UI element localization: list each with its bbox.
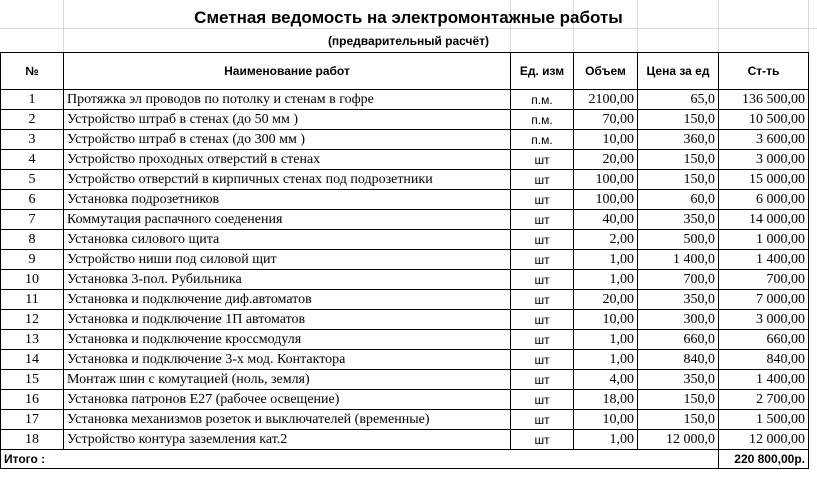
total-blank [64,450,511,469]
unit-price-cell: 65,0 [638,90,719,110]
cost-cell: 136 500,00 [719,90,809,110]
unit-of-measure: шт [511,330,574,350]
row-number: 4 [1,150,64,170]
unit-price-cell: 150,0 [638,110,719,130]
unit-of-measure: п.м. [511,110,574,130]
row-number: 14 [1,350,64,370]
row-number: 9 [1,250,64,270]
header-cost: Ст-ть [719,53,809,90]
row-number: 12 [1,310,64,330]
row-number: 8 [1,230,64,250]
cost-cell: 840,00 [719,350,809,370]
row-number: 13 [1,330,64,350]
unit-of-measure: шт [511,390,574,410]
unit-price-cell: 150,0 [638,170,719,190]
unit-price-cell: 700,0 [638,270,719,290]
table-row [1,330,809,350]
total-sum: 220 800,00р. [719,450,809,469]
work-name: Устройство отверстий в кирпичных стенах под подрозетники [64,170,511,190]
volume-cell: 1,00 [574,350,638,370]
document-subtitle: (предварительный расчёт) [327,34,490,48]
volume-cell: 1,00 [574,270,638,290]
header-price: Цена за ед [638,53,719,90]
table-row [1,290,809,310]
table-row [1,130,809,150]
volume-cell: 1,00 [574,250,638,270]
unit-price-cell: 500,0 [638,230,719,250]
work-name: Устройство штраб в стенах (до 300 мм ) [64,130,511,150]
unit-price-cell: 350,0 [638,370,719,390]
work-name: Коммутация распачного соеденения [64,210,511,230]
work-name: Устройство ниши под силовой щит [64,250,511,270]
table-row [1,230,809,250]
volume-cell: 20,00 [574,290,638,310]
header-name: Наименование работ [64,53,511,90]
cost-cell: 1 000,00 [719,230,809,250]
cost-cell: 6 000,00 [719,190,809,210]
work-name: Устройство штраб в стенах (до 50 мм ) [64,110,511,130]
work-name: Установка и подключение 1П автоматов [64,310,511,330]
volume-cell: 4,00 [574,370,638,390]
unit-price-cell: 840,0 [638,350,719,370]
table-row [1,210,809,230]
cost-cell: 10 500,00 [719,110,809,130]
unit-of-measure: шт [511,430,574,450]
unit-of-measure: шт [511,370,574,390]
unit-of-measure: шт [511,250,574,270]
row-number: 11 [1,290,64,310]
work-name: Устройство проходных отверстий в стенах [64,150,511,170]
work-name: Установка подрозетников [64,190,511,210]
table-row [1,190,809,210]
volume-cell: 10,00 [574,310,638,330]
row-number: 6 [1,190,64,210]
unit-of-measure: п.м. [511,90,574,110]
row-number: 10 [1,270,64,290]
unit-price-cell: 150,0 [638,150,719,170]
total-row [1,450,809,469]
table-row [1,390,809,410]
row-number: 2 [1,110,64,130]
work-name: Установка и подключение кроссмодуля [64,330,511,350]
header-num: № [1,53,64,90]
cost-cell: 1 400,00 [719,370,809,390]
unit-of-measure: шт [511,210,574,230]
table-row [1,350,809,370]
work-name: Устройство контура заземления кат.2 [64,430,511,450]
table-row [1,370,809,390]
unit-of-measure: шт [511,350,574,370]
unit-of-measure: шт [511,410,574,430]
volume-cell: 100,00 [574,190,638,210]
table-row [1,410,809,430]
volume-cell: 40,00 [574,210,638,230]
cost-cell: 2 700,00 [719,390,809,410]
unit-of-measure: шт [511,270,574,290]
total-label: Итого : [1,450,64,469]
table-row [1,110,809,130]
table-row [1,250,809,270]
work-name: Монтаж шин с комутацией (ноль, земля) [64,370,511,390]
volume-cell: 70,00 [574,110,638,130]
cost-cell: 700,00 [719,270,809,290]
table-row [1,90,809,110]
row-number: 15 [1,370,64,390]
unit-price-cell: 350,0 [638,290,719,310]
row-number: 16 [1,390,64,410]
cost-cell: 12 000,00 [719,430,809,450]
total-blank [638,450,719,469]
row-number: 18 [1,430,64,450]
table-row [1,170,809,190]
unit-price-cell: 150,0 [638,390,719,410]
row-number: 17 [1,410,64,430]
work-name: Установка патронов Е27 (рабочее освещение) [64,390,511,410]
total-blank [574,450,638,469]
volume-cell: 2,00 [574,230,638,250]
unit-price-cell: 660,0 [638,330,719,350]
unit-price-cell: 360,0 [638,130,719,150]
unit-of-measure: шт [511,310,574,330]
cost-cell: 660,00 [719,330,809,350]
unit-of-measure: шт [511,190,574,210]
unit-price-cell: 12 000,0 [638,430,719,450]
unit-of-measure: п.м. [511,130,574,150]
row-number: 5 [1,170,64,190]
volume-cell: 10,00 [574,410,638,430]
row-number: 7 [1,210,64,230]
volume-cell: 100,00 [574,170,638,190]
cost-cell: 15 000,00 [719,170,809,190]
cost-cell: 7 000,00 [719,290,809,310]
volume-cell: 1,00 [574,430,638,450]
work-name: Установка 3-пол. Рубильника [64,270,511,290]
unit-price-cell: 1 400,0 [638,250,719,270]
table-row [1,270,809,290]
work-name: Установка силового щита [64,230,511,250]
table-row [1,310,809,330]
cost-cell: 3 600,00 [719,130,809,150]
work-name: Установка и подключение 3-х мод. Контактора [64,350,511,370]
table-header-row [1,53,809,90]
row-number: 3 [1,130,64,150]
cost-cell: 1 400,00 [719,250,809,270]
volume-cell: 18,00 [574,390,638,410]
total-blank [511,450,574,469]
table-row [1,150,809,170]
header-unit: Ед. изм [511,53,574,90]
cost-cell: 3 000,00 [719,310,809,330]
document-title: Сметная ведомость на электромонтажные работы [194,8,623,27]
row-number: 1 [1,90,64,110]
volume-cell: 2100,00 [574,90,638,110]
work-name: Протяжка эл проводов по потолку и стенам в гофре [64,90,511,110]
unit-of-measure: шт [511,230,574,250]
unit-price-cell: 150,0 [638,410,719,430]
unit-of-measure: шт [511,290,574,310]
volume-cell: 20,00 [574,150,638,170]
volume-cell: 10,00 [574,130,638,150]
cost-cell: 1 500,00 [719,410,809,430]
work-name: Установка и подключение диф.автоматов [64,290,511,310]
header-volume: Объем [574,53,638,90]
unit-of-measure: шт [511,170,574,190]
unit-price-cell: 60,0 [638,190,719,210]
cost-cell: 3 000,00 [719,150,809,170]
volume-cell: 1,00 [574,330,638,350]
work-name: Установка механизмов розеток и выключателей (временные) [64,410,511,430]
estimate-table [0,52,809,469]
unit-price-cell: 350,0 [638,210,719,230]
unit-of-measure: шт [511,150,574,170]
unit-price-cell: 300,0 [638,310,719,330]
cost-cell: 14 000,00 [719,210,809,230]
table-row [1,430,809,450]
